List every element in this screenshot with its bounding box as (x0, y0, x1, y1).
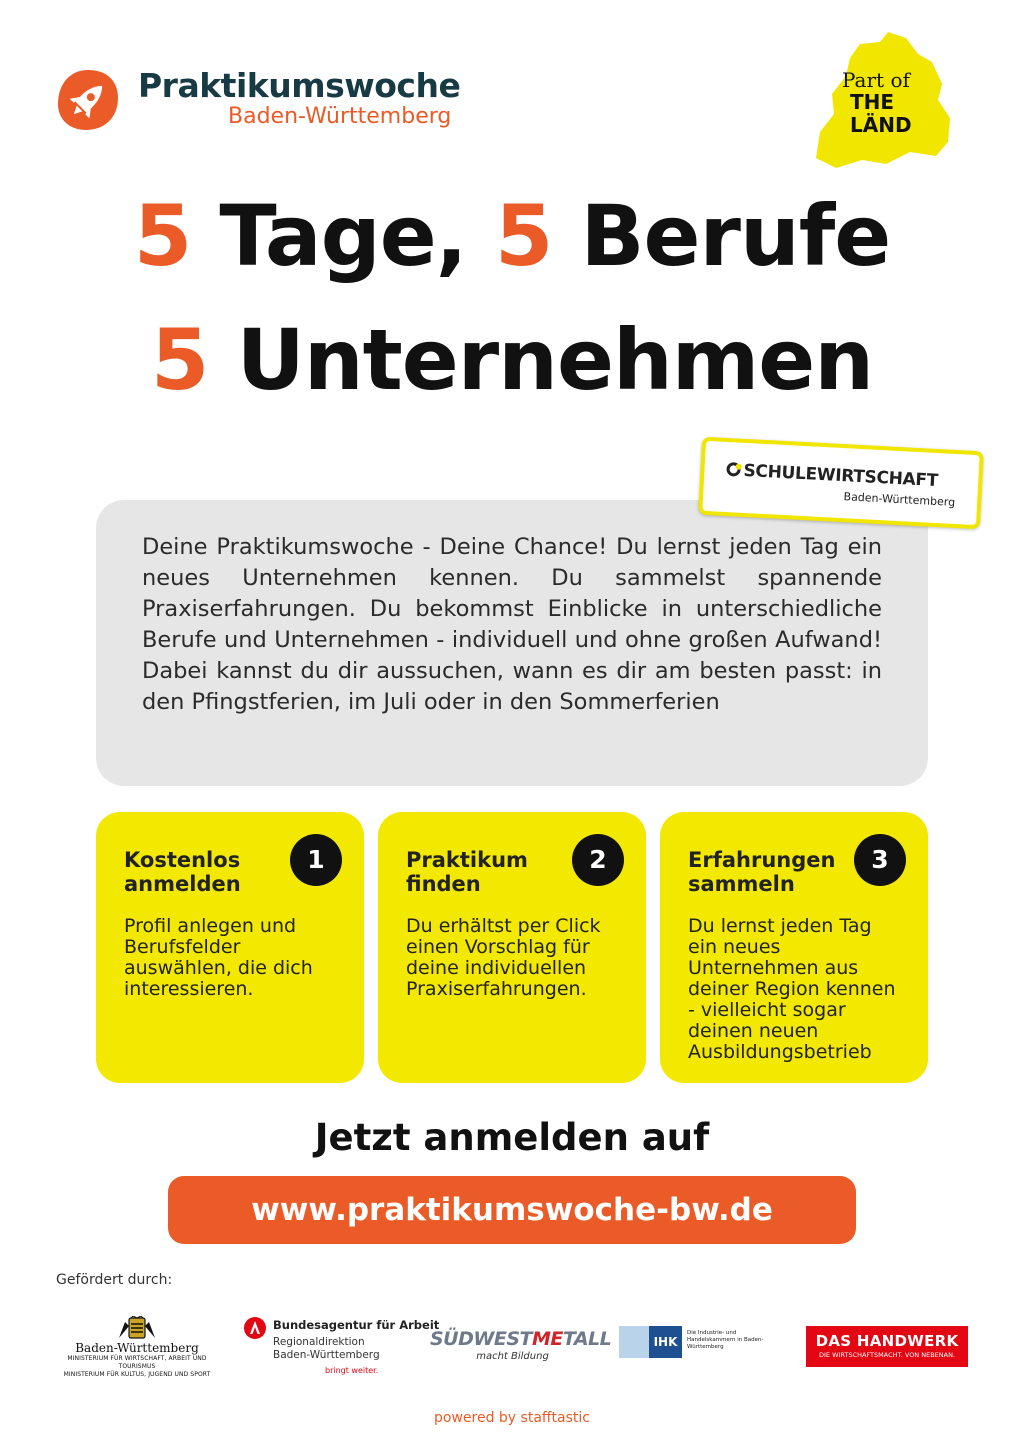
laend-line-2: THE (850, 90, 895, 114)
ba-name: Bundesagentur für Arbeit (273, 1318, 440, 1332)
step-card-1 (96, 812, 364, 1083)
laend-line-3: LÄND (850, 113, 912, 137)
step-title: Erfahrungen sammeln (688, 848, 836, 896)
headline-number: 5 (494, 187, 553, 285)
step-card-3 (660, 812, 928, 1083)
laend-line-1: Part of (842, 68, 910, 92)
headline-number: 5 (133, 187, 192, 285)
das-handwerk-logo (806, 1326, 968, 1367)
swm-name: SÜDWESTMETALL (430, 1328, 612, 1350)
headline-text: Unternehmen (208, 311, 874, 409)
swm-tagline: macht Bildung (476, 1351, 549, 1362)
step-body: Profil anlegen und Berufsfelder auswählen, die dich interessieren. (124, 915, 313, 1000)
rocket-icon (56, 68, 120, 132)
the-laend-badge (842, 70, 912, 135)
schulewirtschaft-badge (698, 437, 984, 530)
brand-subtitle: Baden-Württemberg (228, 104, 452, 129)
funded-by-label: Gefördert durch: (56, 1272, 173, 1288)
intro-text: Deine Praktikumswoche - Deine Chance! Du lernst jeden Tag ein neues Unternehmen kennen. Du sammelst spannende Praxiserfahrungen. Du bekommst Einblicke in unterschiedliche Berufe und Unternehmen - individuell und ohne großen Aufwand! Dabei kannst du dir aussuchen, wann es dir am besten passt: in den Pfingstferien, im Juli oder in den Sommerferien (142, 534, 882, 715)
headline-line-2 (0, 311, 1024, 409)
brand-title: Praktikumswoche (138, 66, 461, 105)
step-body: Du erhältst per Click einen Vorschlag für deine individuellen Praxiserfahrungen. (406, 915, 601, 1000)
step-number-badge: 3 (854, 834, 906, 886)
schulewirtschaft-title: SCHULEWIRTSCHAFT (726, 460, 938, 491)
hw-tagline: DIE WIRTSCHAFTSMACHT. VON NEBENAN. (818, 1351, 956, 1359)
ba-region: Regionaldirektion Baden-Württemberg (273, 1336, 380, 1361)
step-body: Du lernst jeden Tag ein neues Unternehmen aus deiner Region kennen - vielleicht sogar deinen neuen Ausbildungsbetrieb (688, 915, 896, 1063)
bw-name: Baden-Württemberg (75, 1341, 199, 1355)
ihk-logo (619, 1326, 779, 1358)
headline-number: 5 (150, 311, 209, 409)
website-url-button[interactable]: www.praktikumswoche-bw.de (168, 1176, 856, 1244)
ba-tagline: bringt weiter. (325, 1366, 379, 1375)
bw-ministry-1: MINISTERIUM FÜR WIRTSCHAFT, ARBEIT UND TOURISMUS (67, 1355, 207, 1370)
schulewirtschaft-subtitle: Baden-Württemberg (843, 490, 956, 509)
step-card-2 (378, 812, 646, 1083)
headline-text: Berufe (552, 187, 891, 285)
headline-line-1 (0, 187, 1024, 285)
step-number-badge: 2 (572, 834, 624, 886)
step-title: Praktikum finden (406, 848, 528, 896)
step-title: Kostenlos anmelden (124, 848, 241, 896)
bw-ministry-2: MINISTERIUM FÜR KULTUS, JUGEND UND SPORT (63, 1371, 211, 1378)
step-number-badge: 1 (290, 834, 342, 886)
powered-by: powered by stafftastic (434, 1410, 590, 1426)
bw-crest-icon (117, 1316, 157, 1340)
suedwestmetall-logo (430, 1328, 612, 1362)
intro-box (96, 500, 928, 786)
bw-ministry-logo (56, 1316, 218, 1379)
schulewirtschaft-logo-icon (726, 462, 741, 477)
cta-label: Jetzt anmelden auf (314, 1116, 710, 1159)
ihk-abbr: IHK (649, 1326, 682, 1358)
headline-text: Tage, (191, 187, 495, 285)
ihk-text: Die Industrie- und Handelskammern in Baden-Württemberg (687, 1330, 764, 1350)
bundesagentur-a-icon (243, 1316, 267, 1340)
ihk-flag-icon (619, 1326, 649, 1358)
hw-name: DAS HANDWERK (815, 1332, 959, 1350)
